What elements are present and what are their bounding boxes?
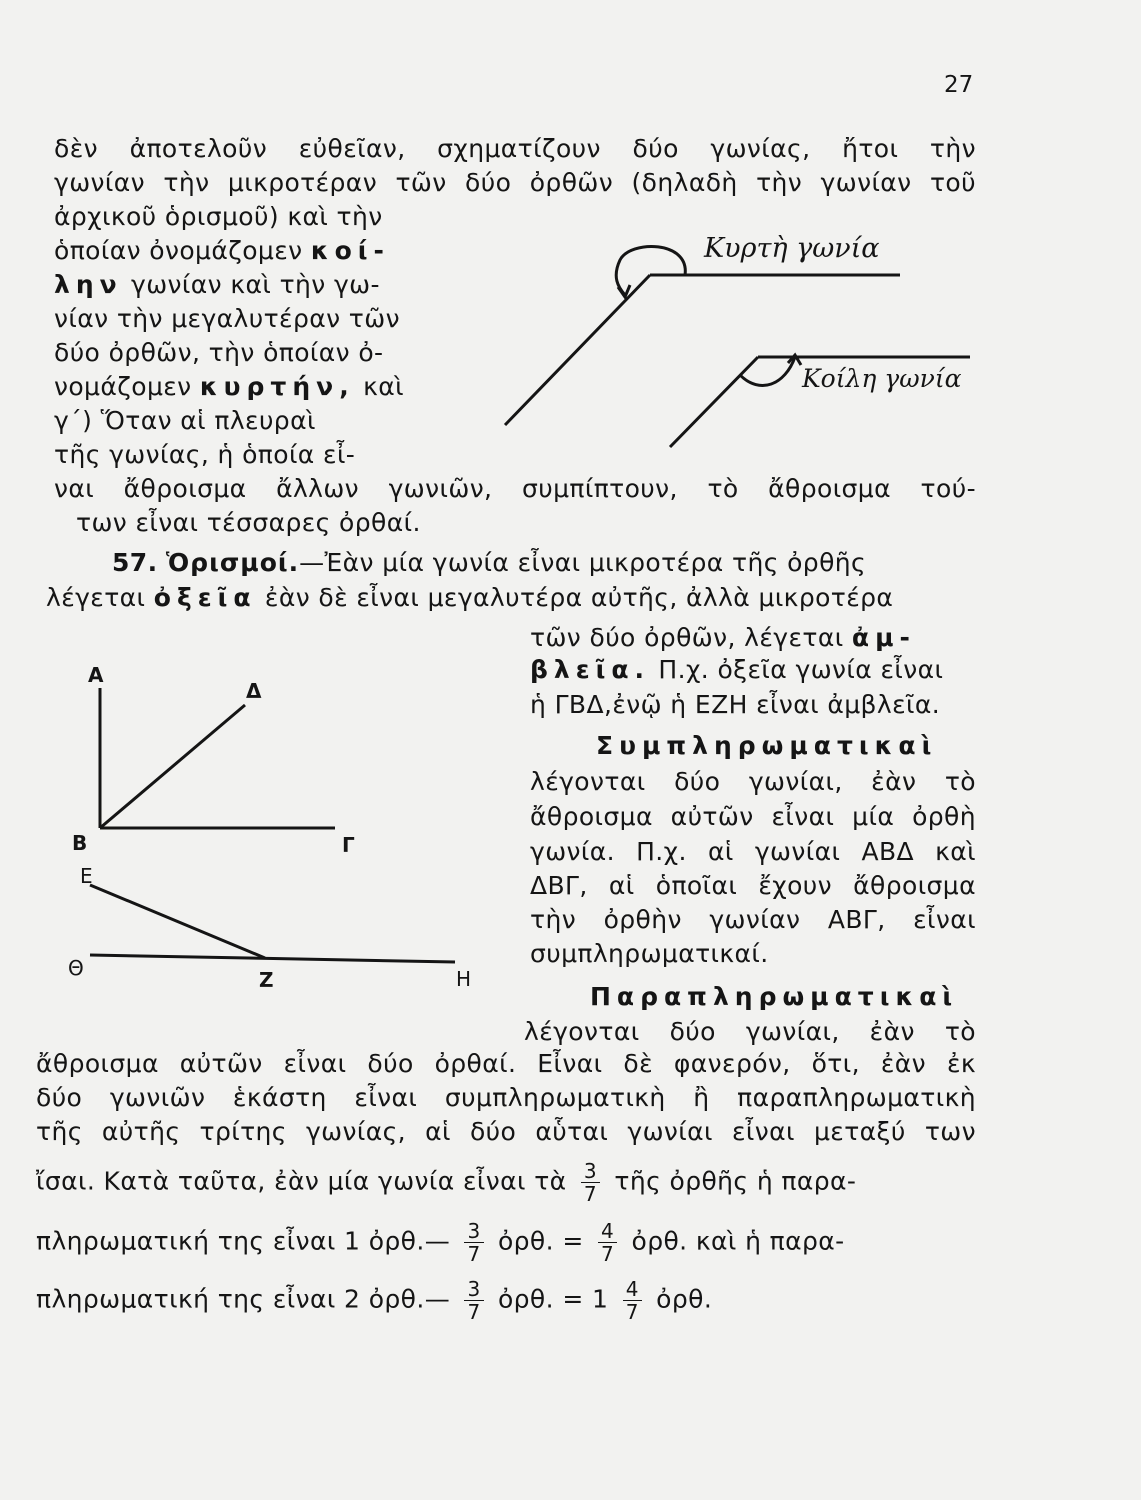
angles-figure [490,225,980,455]
text-line: τῆς γωνίας, ἡ ὁποία εἶ- [54,440,356,469]
text-line [590,980,958,1014]
angle-diagram [60,660,490,1000]
text-run: πληρωματική της εἶναι 2 ὀρθ.— [36,1284,451,1314]
text-line [36,1160,856,1205]
denominator: 7 [464,1300,483,1323]
concave-arc [740,357,795,385]
text-run: λέγεται [46,583,146,612]
point-label-B: Β [72,831,88,855]
text-line [112,546,866,580]
point-label-D: Δ [246,679,262,703]
fraction-4-7 [623,1278,642,1323]
ray-ZH [90,955,455,962]
text-run: —Ἐὰν μία γωνία εἶναι μικροτέρα τῆς ὀρθῆς [299,548,867,577]
text-line: συμπληρωματικαί. [530,939,769,968]
text-line [36,1278,712,1323]
text-run: καὶ [363,372,404,401]
text-line: δύο ὀρθῶν, τὴν ὁποίαν ὀ- [54,338,384,367]
denominator: 7 [598,1242,617,1265]
term-kyrte: κυρτήν, [199,372,355,401]
term-amvleia: ἀμ- [851,623,916,652]
text-line [530,653,943,687]
text-run: ὀρθ. καὶ ἡ παρα- [631,1226,845,1256]
text-line: γωνίαν τὴν μικροτέραν τῶν δύο ὀρθῶν (δηλαδὴ τὴν γωνίαν τοῦ [54,168,976,197]
text-run: ὀρθ. [656,1284,713,1314]
text-line: ἄθροισμα αὐτῶν εἶναι μία ὀρθὴ [530,802,976,831]
denominator: 7 [623,1300,642,1323]
numerator: 3 [467,1219,481,1243]
text-line: ἀρχικοῦ ὁρισμοῦ) καὶ τὴν [54,202,383,231]
point-label-Z: Ζ [259,968,274,992]
numerator: 3 [583,1159,598,1183]
text-line: τῆς αὐτῆς τρίτης γωνίας, αἱ δύο αὗται γωνίαι εἶναι μεταξύ των [36,1117,976,1146]
page-number: 27 [944,72,974,98]
text-run: τῶν δύο ὀρθῶν, λέγεται [530,623,844,652]
point-label-G: Γ [342,833,355,857]
text-line [54,370,404,404]
text-line: ναι ἄθροισμα ἄλλων γωνιῶν, συμπίπτουν, τὸ ἄθροισμα τού- [54,474,976,503]
text-line [596,729,937,763]
text-line: τὴν ὀρθὴν γωνίαν ΑΒΓ, εἶναι [530,905,976,934]
term-oxeia: ὀξεῖα [153,583,257,612]
text-line: ἡ ΓΒΔ,ἐνῷ ἡ ΕΖΗ εἶναι ἀμβλεῖα. [530,690,941,719]
section-title: Ὁρισμοί. [165,548,300,577]
text-line [36,1220,845,1265]
fraction-3-7 [464,1220,483,1265]
text-run: ὁποίαν ὀνομάζομεν [54,236,303,265]
text-line [54,268,380,302]
point-label-E: Ε [80,864,93,888]
point-label-H: Η [456,967,472,991]
text-run: Π.χ. ὀξεῖα γωνία εἶναι [658,655,944,684]
convex-arc [616,246,685,295]
text-line: ἄθροισμα αὐτῶν εἶναι δύο ὀρθαί. Εἶναι δὲ φανερόν, ὅτι, ἐὰν ἐκ [36,1049,976,1078]
text-line: ΔΒΓ, αἱ ὁποῖαι ἔχουν ἄθροισμα [530,871,976,900]
text-line [530,621,916,655]
text-line [46,581,893,615]
ray-ZE [90,885,265,958]
term-koile: κοί- [310,236,390,265]
convex-angle-label: Κυρτὴ γωνία [704,233,880,264]
text-line: νίαν τὴν μεγαλυτέραν τῶν [54,304,400,333]
text-run: ἴσαι. Κατὰ ταῦτα, ἐὰν μία γωνία εἶναι τὰ [36,1166,567,1196]
text-run: ὀρθ. = [497,1226,584,1256]
concave-side-diagonal [670,357,758,447]
text-run: γωνίαν καὶ τὴν γω- [131,270,380,299]
text-line: δύο γωνιῶν ἑκάστη εἶναι συμπληρωματικὴ ἢ παραπληρωματικὴ [36,1083,976,1112]
denominator: 7 [581,1182,600,1205]
text-line: γωνία. Π.χ. αἱ γωνίαι ΑΒΔ καὶ [530,837,976,866]
term-koile-end: λην [54,270,123,299]
fraction-3-7 [464,1278,483,1323]
term-complementary: Συμπληρωματικαὶ [596,731,938,760]
section-number: 57. [112,548,158,577]
text-line: λέγονται δύο γωνίαι, ἐὰν τὸ [524,1017,976,1046]
text-line [54,234,390,268]
text-run: ἐὰν δὲ εἶναι μεγαλυτέρα αὐτῆς, ἀλλὰ μικροτέρα [264,583,894,612]
fraction-4-7 [598,1220,617,1265]
point-label-Th: Θ [68,956,84,980]
text-run: πληρωματική της εἶναι 1 ὀρθ.— [36,1226,451,1256]
term-supplementary: Παραπληρωματικαὶ [590,982,959,1011]
text-run: νομάζομεν [54,372,192,401]
text-run: τῆς ὀρθῆς ἡ παρα- [614,1166,857,1196]
text-line: γ΄) Ὅταν αἱ πλευραὶ [54,406,316,435]
numerator: 4 [601,1219,615,1243]
term-amvleia-end: βλεῖα. [530,655,651,684]
numerator: 4 [625,1277,639,1301]
text-line: δὲν ἀποτελοῦν εὐθεῖαν, σχηματίζουν δύο γωνίας, ἤτοι τὴν [54,134,976,163]
text-line: λέγονται δύο γωνίαι, ἐὰν τὸ [530,767,976,796]
numerator: 3 [467,1277,481,1301]
denominator: 7 [464,1242,483,1265]
ray-BD [100,705,245,828]
convex-side-diagonal [505,275,650,425]
text-line: των εἶναι τέσσαρες ὀρθαί. [76,508,421,537]
text-run: ὀρθ. = 1 [497,1284,609,1314]
point-label-A: Α [88,663,104,687]
fraction-3-7 [581,1160,600,1205]
concave-angle-label: Κοίλη γωνία [802,364,962,393]
